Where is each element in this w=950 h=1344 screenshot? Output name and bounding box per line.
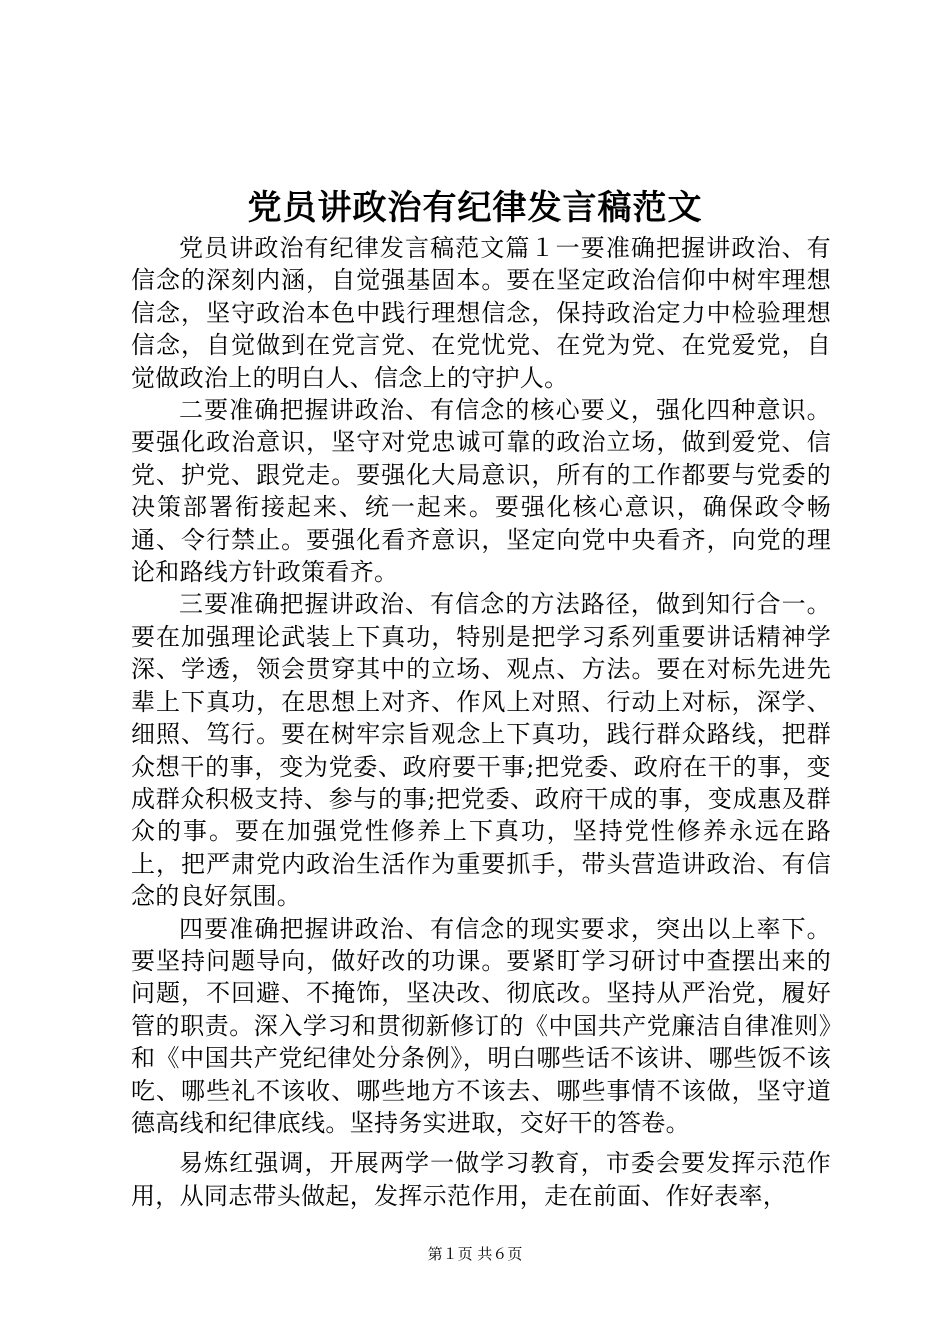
paragraph-5: 易炼红强调，开展两学一做学习教育，市委会要发挥示范作用，从同志带头做起，发挥示范作用，走在前面、作好表率， — [131, 1149, 831, 1210]
page-footer: 第１页 共６页 — [427, 1245, 523, 1263]
paragraph-3: 三要准确把握讲政治、有信念的方法路径，做到知行合一。要在加强理论武装上下真功，特别是把学习系列重要讲话精神学深、学透，领会贯穿其中的立场、观点、方法。要在对标先进先辈上下真功，在思想上对齐、作风上对照、行动上对标，深学、细照、笃行。要在树牢宗旨观念上下真功，践行群众路线，把群众想干的事，变为党委、政府要干事;把党委、政府在干的事，变成群众积极支持、参与的事;把党委、政府干成的事，变成惠及群众的事。要在加强党性修养上下真功，坚持党性修养永远在路上，把严肃党内政治生活作为重要抓手，带头营造讲政治、有信念的良好氛围。 — [131, 590, 831, 911]
paragraph-2: 二要准确把握讲政治、有信念的核心要义，强化四种意识。要强化政治意识，坚守对党忠诚可靠的政治立场，做到爱党、信党、护党、跟党走。要强化大局意识，所有的工作都要与党委的决策部署衔接起来、统一起来。要强化核心意识，确保政令畅通、令行禁止。要强化看齐意识，坚定向党中央看齐，向党的理论和路线方针政策看齐。 — [131, 396, 831, 587]
paragraph-1: 党员讲政治有纪律发言稿范文篇１一要准确把握讲政治、有信念的深刻内涵，自觉强基固本。要在坚定政治信仰中树牢理想信念，坚守政治本色中践行理想信念，保持政治定力中检验理想信念，自觉做到在党言党、在党忧党、在党为党、在党爱党，自觉做政治上的明白人、信念上的守护人。 — [131, 234, 831, 392]
document-title: 党员讲政治有纪律发言稿范文 — [247, 188, 703, 228]
document-body — [131, 232, 831, 1212]
paragraph-4: 四要准确把握讲政治、有信念的现实要求，突出以上率下。要坚持问题导向，做好改的功课。要紧盯学习研讨中查摆出来的问题，不回避、不掩饰，坚决改、彻底改。坚持从严治党，履好管的职责。深入学习和贯彻新修订的《中国共产党廉洁自律准则》和《中国共产党纪律处分条例》，明白哪些话不该讲、哪些饭不该吃、哪些礼不该收、哪些地方不该去、哪些事情不该做，坚守道德高线和纪律底线。坚持务实进取，交好干的答卷。 — [131, 914, 831, 1137]
